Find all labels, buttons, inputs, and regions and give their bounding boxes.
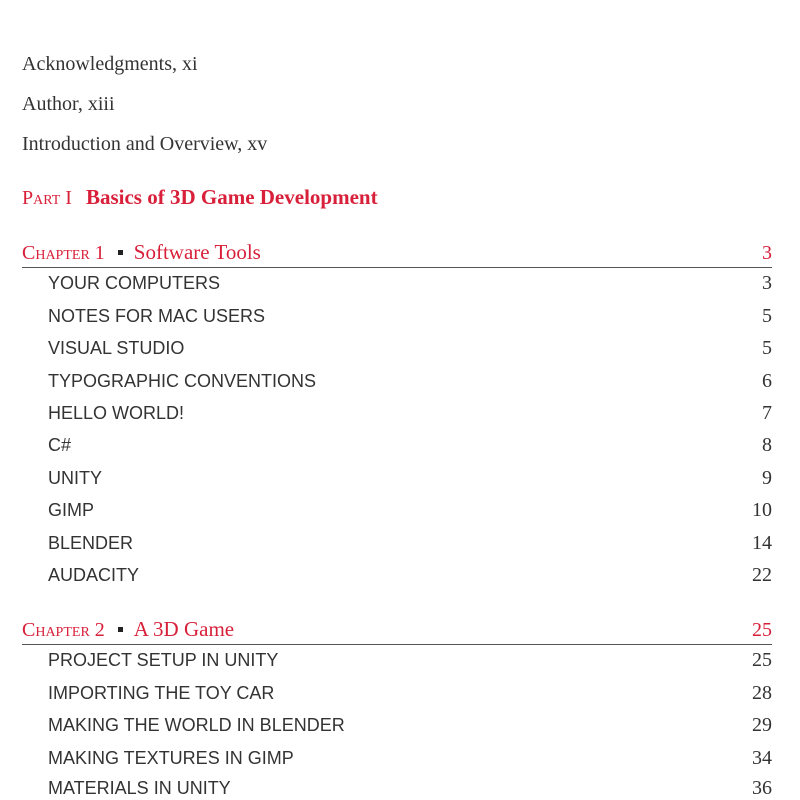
toc-entry-page: 10 [752,499,772,521]
toc-entry-label: IMPORTING THE TOY CAR [48,683,275,703]
toc-entry-page: 6 [762,370,772,392]
toc-entry [48,271,772,295]
toc-entry [48,369,772,393]
chapter-2-title: A 3D Game [133,617,235,641]
toc-entry [48,776,772,800]
toc-entry [48,498,772,522]
toc-entry-page: 34 [752,747,772,769]
toc-entry-page: 5 [762,305,772,327]
toc-entry-label: C# [48,435,72,455]
toc-entry-label: MATERIALS IN UNITY [48,778,231,798]
toc-entry-label: TYPOGRAPHIC CONVENTIONS [48,371,317,391]
part-label: Part I [22,187,72,209]
bullet-icon [118,250,123,255]
toc-entry-label: VISUAL STUDIO [48,338,185,358]
toc-entry [48,648,772,672]
toc-entry [48,466,772,490]
chapter-2-page: 25 [752,619,772,641]
toc-entry-label: MAKING TEXTURES IN GIMP [48,748,294,768]
part-heading [22,185,378,210]
toc-entry-page: 9 [762,467,772,489]
toc-entry-page: 22 [752,564,772,586]
toc-entry-page: 3 [762,272,772,294]
toc-entry-label: PROJECT SETUP IN UNITY [48,650,279,670]
chapter-2-heading [22,616,772,645]
front-matter-introduction: Introduction and Overview, xv [22,133,268,155]
toc-entry-label: GIMP [48,500,95,520]
chapter-1-title: Software Tools [133,240,261,264]
chapter-1-page: 3 [762,242,772,264]
toc-entry-label: YOUR COMPUTERS [48,273,221,293]
toc-entry-page: 7 [762,402,772,424]
toc-entry-label: BLENDER [48,533,134,553]
bullet-icon [118,627,123,632]
part-title: Basics of 3D Game Development [85,185,378,209]
toc-entry-page: 25 [752,649,772,671]
toc-entry [48,563,772,587]
toc-entry-page: 29 [752,714,772,736]
toc-entry-page: 36 [752,777,772,799]
toc-entry-page: 28 [752,682,772,704]
chapter-1-label: Chapter 1 [22,242,105,264]
toc-entry [48,531,772,555]
front-matter-author: Author, xiii [22,93,115,115]
toc-entry-page: 8 [762,434,772,456]
chapter-2-label: Chapter 2 [22,619,105,641]
toc-entry-page: 5 [762,337,772,359]
toc-entry [48,433,772,457]
toc-entry-page: 14 [752,532,772,554]
chapter-1-heading [22,239,772,268]
front-matter-acknowledgments: Acknowledgments, xi [22,53,198,75]
toc-entry [48,681,772,705]
toc-entry-label: MAKING THE WORLD IN BLENDER [48,715,345,735]
toc-entry [48,746,772,770]
toc-entry [48,336,772,360]
toc-entry [48,713,772,737]
toc-entry-label: AUDACITY [48,565,140,585]
toc-entry [48,304,772,328]
toc-entry [48,401,772,425]
toc-entry-label: UNITY [48,468,102,488]
toc-entry-label: NOTES FOR MAC USERS [48,306,266,326]
toc-entry-label: HELLO WORLD! [48,403,185,423]
